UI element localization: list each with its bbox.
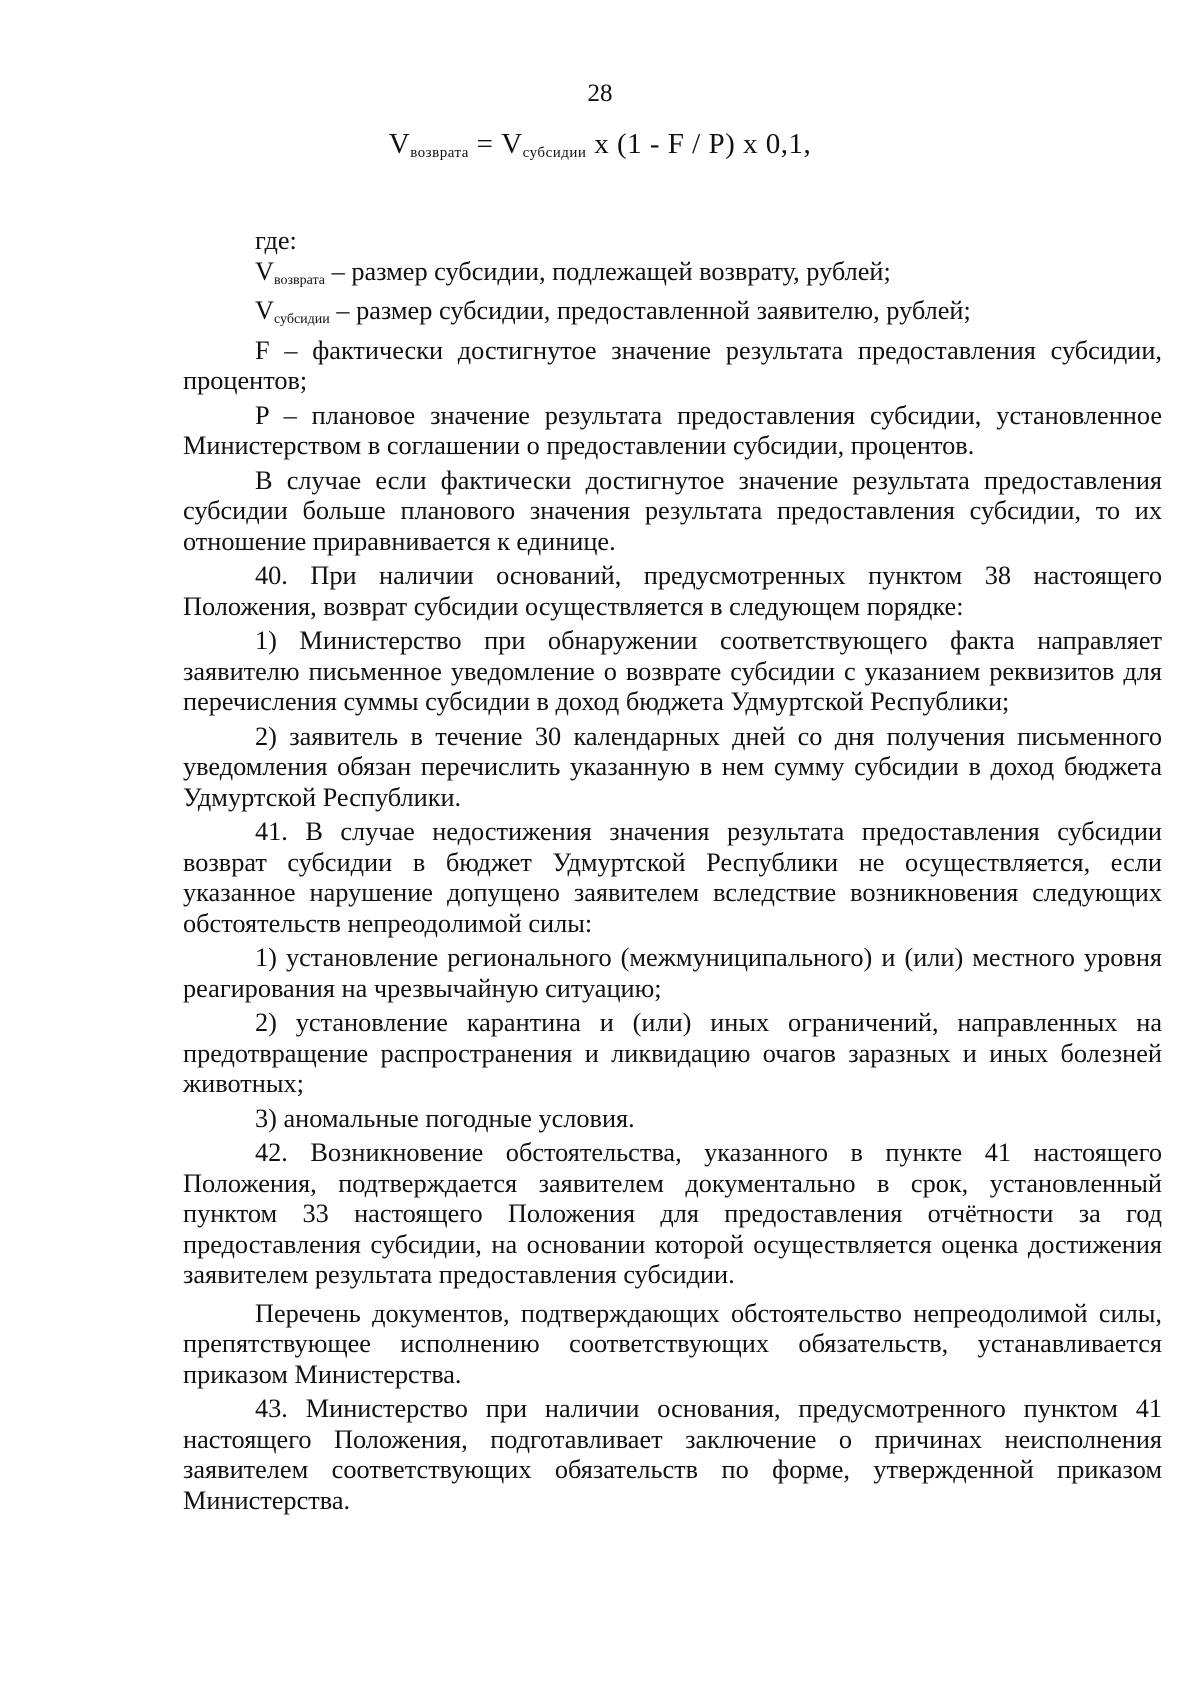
- formula-v-return: $V_{возврата}$: [388, 128, 469, 161]
- formula-v-subsidy: $V_{субсидии}$: [501, 128, 587, 161]
- definition-v-return: $V_{возврата}$ – размер субсидии, подлежащей возврату, рублей;: [255, 256, 891, 288]
- paragraph-41: 41. В случае недостижения значения результата предоставления субсидии возврат субсидии в бюджет Удмуртской Республики не осуществляется, если указанное нарушение допущено заявителем вследствие возникновения следующих обстоятельств непреодолимой силы:: [183, 817, 1162, 938]
- paragraph-41-item-1: 1) установление регионального (межмуниципального) и (или) местного уровня реагирования на чрезвычайную ситуацию;: [183, 943, 1162, 1003]
- where-label: где:: [255, 226, 297, 255]
- definition-v-subsidy: $V_{субсидии}$ – размер субсидии, предоставленной заявителю, рублей;: [255, 296, 971, 327]
- paragraph-40: 40. При наличии оснований, предусмотренных пунктом 38 настоящего Положения, возврат субсидии осуществляется в следующем порядке:: [183, 561, 1162, 621]
- page-number: 28: [587, 80, 613, 107]
- paragraph-41-item-2: 2) установление карантина и (или) иных ограничений, направленных на предотвращение распространения и ликвидацию очагов заразных и иных болезней животных;: [183, 1008, 1162, 1098]
- paragraph-43: 43. Министерство при наличии основания, предусмотренного пунктом 41 настоящего Положения, подготавливает заключение о причинах неисполнения заявителем соответствующих обязательств по форме, утвержденной приказом Министерства.: [183, 1394, 1162, 1515]
- paragraph-40-item-2: 2) заявитель в течение 30 календарных дней со дня получения письменного уведомления обязан перечислить указанную в нем сумму субсидии в доход бюджета Удмуртской Республики.: [183, 721, 1162, 812]
- formula-expression: x (1 - F / P) x 0,1,: [586, 128, 812, 160]
- paragraph-40-item-1: 1) Министерство при обнаружении соответствующего факта направляет заявителю письменное уведомление о возврате субсидии с указанием реквизитов для перечисления суммы субсидии в доход бюджета Удмуртской Республики;: [183, 626, 1162, 716]
- definition-f: F – фактически достигнутое значение результата предоставления субсидии, процентов;: [183, 335, 1162, 395]
- document-body: [183, 226, 1162, 1516]
- paragraph-excess-value: В случае если фактически достигнутое значение результата предоставления субсидии больше планового значения результата предоставления субсидии, то их отношение приравнивается к единице.: [183, 465, 1162, 556]
- paragraph-42: 42. Возникновение обстоятельства, указанного в пункте 41 настоящего Положения, подтверждается заявителем документально в срок, установленный пунктом 33 настоящего Положения для предоставления отчётности за год предоставления субсидии, на основании которой осуществляется оценка достижения заявителем результата предоставления субсидии.: [183, 1138, 1162, 1289]
- formula-equals: =: [468, 128, 502, 160]
- definition-p: P – плановое значение результата предоставления субсидии, установленное Министерством в соглашении о предоставлении субсидии, процентов.: [183, 400, 1162, 460]
- paragraph-41-item-3: 3) аномальные погодные условия.: [255, 1103, 635, 1133]
- return-formula: [0, 128, 1200, 162]
- paragraph-documents-list: Перечень документов, подтверждающих обстоятельство непреодолимой силы, препятствующее исполнению соответствующих обязательств, устанавливается приказом Министерства.: [183, 1298, 1162, 1389]
